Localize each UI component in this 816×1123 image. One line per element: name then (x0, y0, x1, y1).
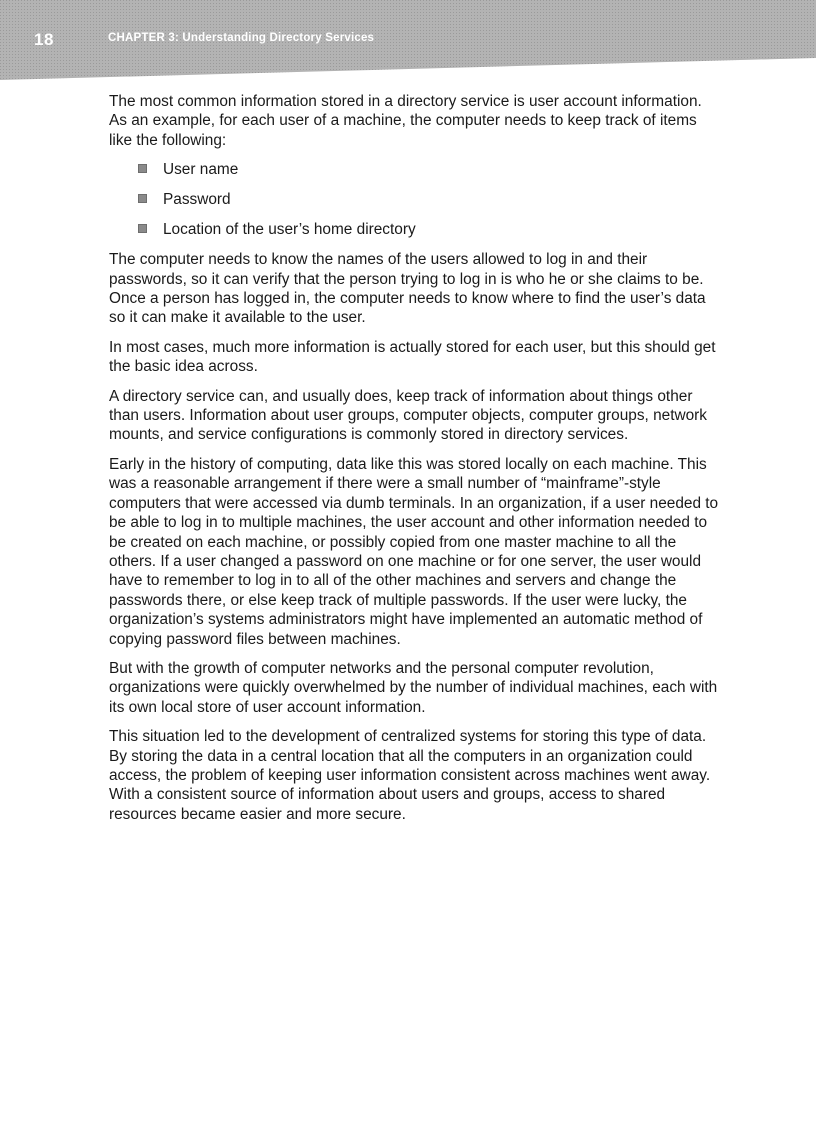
list-item (109, 220, 719, 239)
paragraph: In most cases, much more information is actually stored for each user, but this should get the basic idea across. (109, 338, 716, 376)
paragraph: But with the growth of computer networks and the personal computer revolution, organizations were quickly overwhelmed by the number of individual machines, each with its own local store of user account information. (109, 659, 718, 716)
paragraph: A directory service can, and usually does, keep track of information about things other than users. Information about user groups, computer objects, computer groups, network mounts, and service configurations is commonly stored in directory services. (109, 387, 707, 444)
square-bullet-icon (138, 164, 147, 173)
paragraph: Early in the history of computing, data like this was stored locally on each machine. This was a reasonable arrangement if there were a small number of “mainframe”-style computers that were accessed via dumb terminals. In an organization, if a user needed to be able to log in to multiple machines, the user account and other information needed to be created on each machine, or possibly copied from one master machine to all the others. If a user changed a password on one machine or for one server, the user would have to remember to log in to all of the other machines and servers and change the passwords there, or else keep track of multiple passwords. If the user were lucky, the organization’s systems administrators might have implemented an automatic method of copying password files between machines. (109, 455, 719, 648)
list-item-text: User name (163, 161, 239, 179)
paragraph: The most common information stored in a directory service is user account information. As an example, for each user of a machine, the computer needs to keep track of items like the following: (109, 93, 702, 149)
list-item (109, 160, 719, 179)
square-bullet-icon (138, 224, 147, 233)
page-number: 18 (34, 30, 54, 49)
page-body (109, 92, 719, 834)
bullet-list (109, 160, 719, 239)
chapter-title: CHAPTER 3: Understanding Directory Services (108, 32, 375, 44)
paragraph: This situation led to the development of centralized systems for storing this type of data. By storing the data in a central location that all the computers in an organization could access, the problem of keeping user information consistent across machines went away. With a consistent source of information about users and groups, access to shared resources became easier and more secure. (109, 728, 711, 823)
list-item-text: Location of the user’s home directory (163, 221, 416, 239)
paragraph: The computer needs to know the names of the users allowed to log in and their passwords, so it can verify that the person trying to log in is who he or she claims to be. Once a person has logged in, the computer needs to know where to find the user’s data so it can make it available to the user. (109, 251, 706, 327)
page-header (0, 0, 816, 80)
square-bullet-icon (138, 194, 147, 203)
list-item (109, 190, 719, 209)
list-item-text: Password (163, 191, 231, 209)
